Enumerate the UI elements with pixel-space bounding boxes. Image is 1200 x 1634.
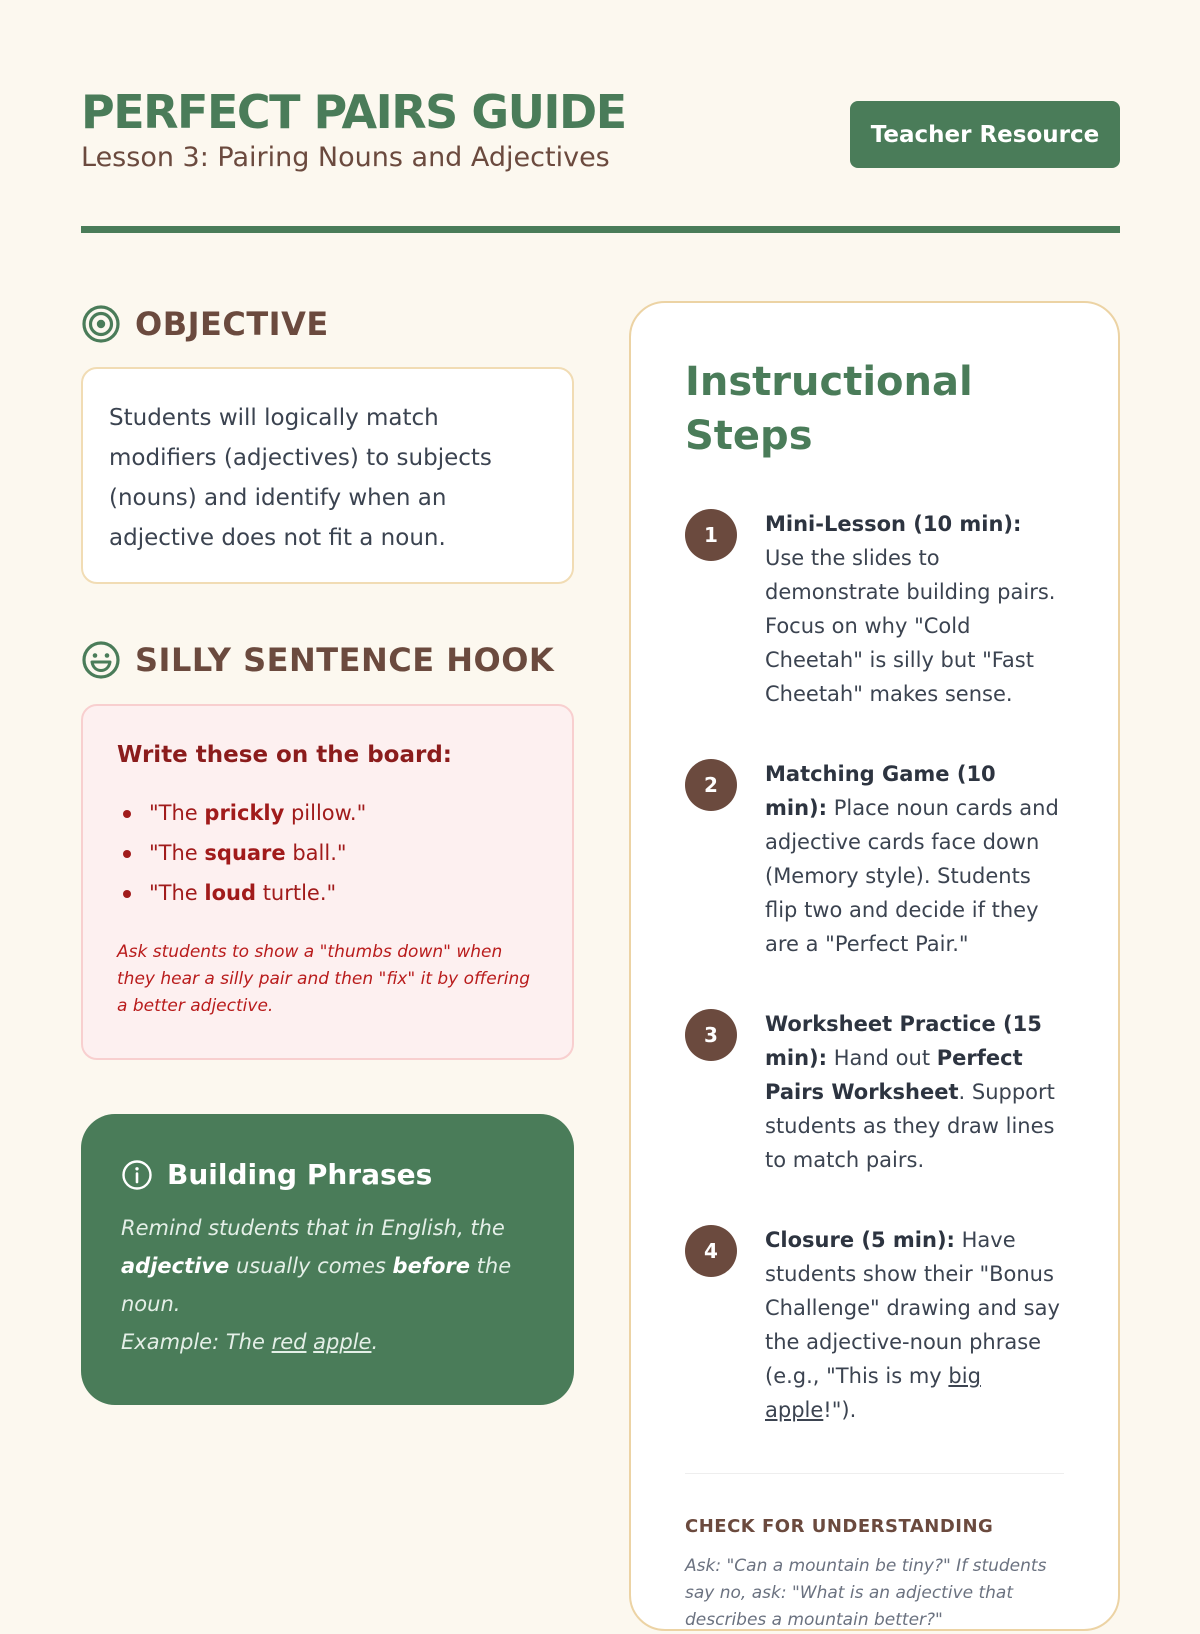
step-text: Matching Game (10 min): Place noun cards and adjective cards face down (Memory style). Students flip two and decide if they are a "Perfect Pair.": [765, 762, 1059, 956]
list-item: "The loud turtle.": [117, 873, 540, 913]
step-text: Mini-Lesson (10 min): Use the slides to demonstrate building pairs. Focus on why "Cold Cheetah" is silly but "Fast Cheetah" makes sense.: [765, 512, 1056, 706]
step-text: Worksheet Practice (15 min): Hand out Perfect Pairs Worksheet. Support students as they draw lines to match pairs.: [765, 1012, 1055, 1172]
step-item: [685, 1007, 1064, 1177]
building-phrases-heading: [121, 1158, 534, 1191]
objective-heading: [81, 304, 329, 344]
check-for-understanding-text: Ask: "Can a mountain be tiny?" If students say no, ask: "What is an adjective that describes a mountain better?": [685, 1556, 1047, 1630]
step-number: 4: [685, 1225, 737, 1277]
page-subtitle: Lesson 3: Pairing Nouns and Adjectives: [81, 142, 610, 173]
hook-title: Write these on the board:: [117, 742, 453, 768]
info-icon: [121, 1159, 153, 1191]
hook-note: Ask students to show a "thumbs down" when they hear a silly pair and then "fix" it by offering a better adjective.: [117, 942, 531, 1016]
hook-heading-label: SILLY SENTENCE HOOK: [135, 641, 555, 679]
header-divider: [81, 226, 1120, 233]
step-number: 3: [685, 1009, 737, 1061]
step-text: Closure (5 min): Have students show their "Bonus Challenge" drawing and say the adjective-noun phrase (e.g., "This is my big apple!").: [765, 1228, 1060, 1422]
steps-divider: [685, 1473, 1064, 1474]
step-number: 2: [685, 759, 737, 811]
building-phrases-card: [81, 1114, 574, 1405]
step-number: 1: [685, 509, 737, 561]
hook-heading: [81, 640, 554, 680]
smiley-icon: [81, 640, 121, 680]
page-title: PERFECT PAIRS GUIDE: [81, 85, 626, 139]
target-icon: [81, 304, 121, 344]
hook-card: [81, 704, 574, 1060]
objective-heading-label: OBJECTIVE: [135, 305, 329, 343]
steps-title: Instructional Steps: [685, 359, 973, 459]
teacher-resource-badge[interactable]: Teacher Resource: [850, 101, 1120, 168]
check-for-understanding-label: CHECK FOR UNDERSTANDING: [685, 1516, 994, 1537]
page-header: [81, 84, 1120, 184]
objective-text: Students will logically match modifiers (adjectives) to subjects (nouns) and identify when an adjective does not fit a noun.: [109, 405, 492, 551]
building-phrases-title: Building Phrases: [167, 1158, 433, 1191]
objective-card: [81, 367, 574, 584]
hook-list: [117, 793, 540, 913]
step-item: [685, 1223, 1064, 1427]
list-item: "The prickly pillow.": [117, 793, 540, 833]
building-phrases-text: Remind students that in English, the adjective usually comes before the noun. Example: The red apple.: [121, 1216, 512, 1354]
list-item: "The square ball.": [117, 833, 540, 873]
step-item: [685, 507, 1064, 711]
step-item: [685, 757, 1064, 961]
instructional-steps-card: [629, 301, 1120, 1631]
